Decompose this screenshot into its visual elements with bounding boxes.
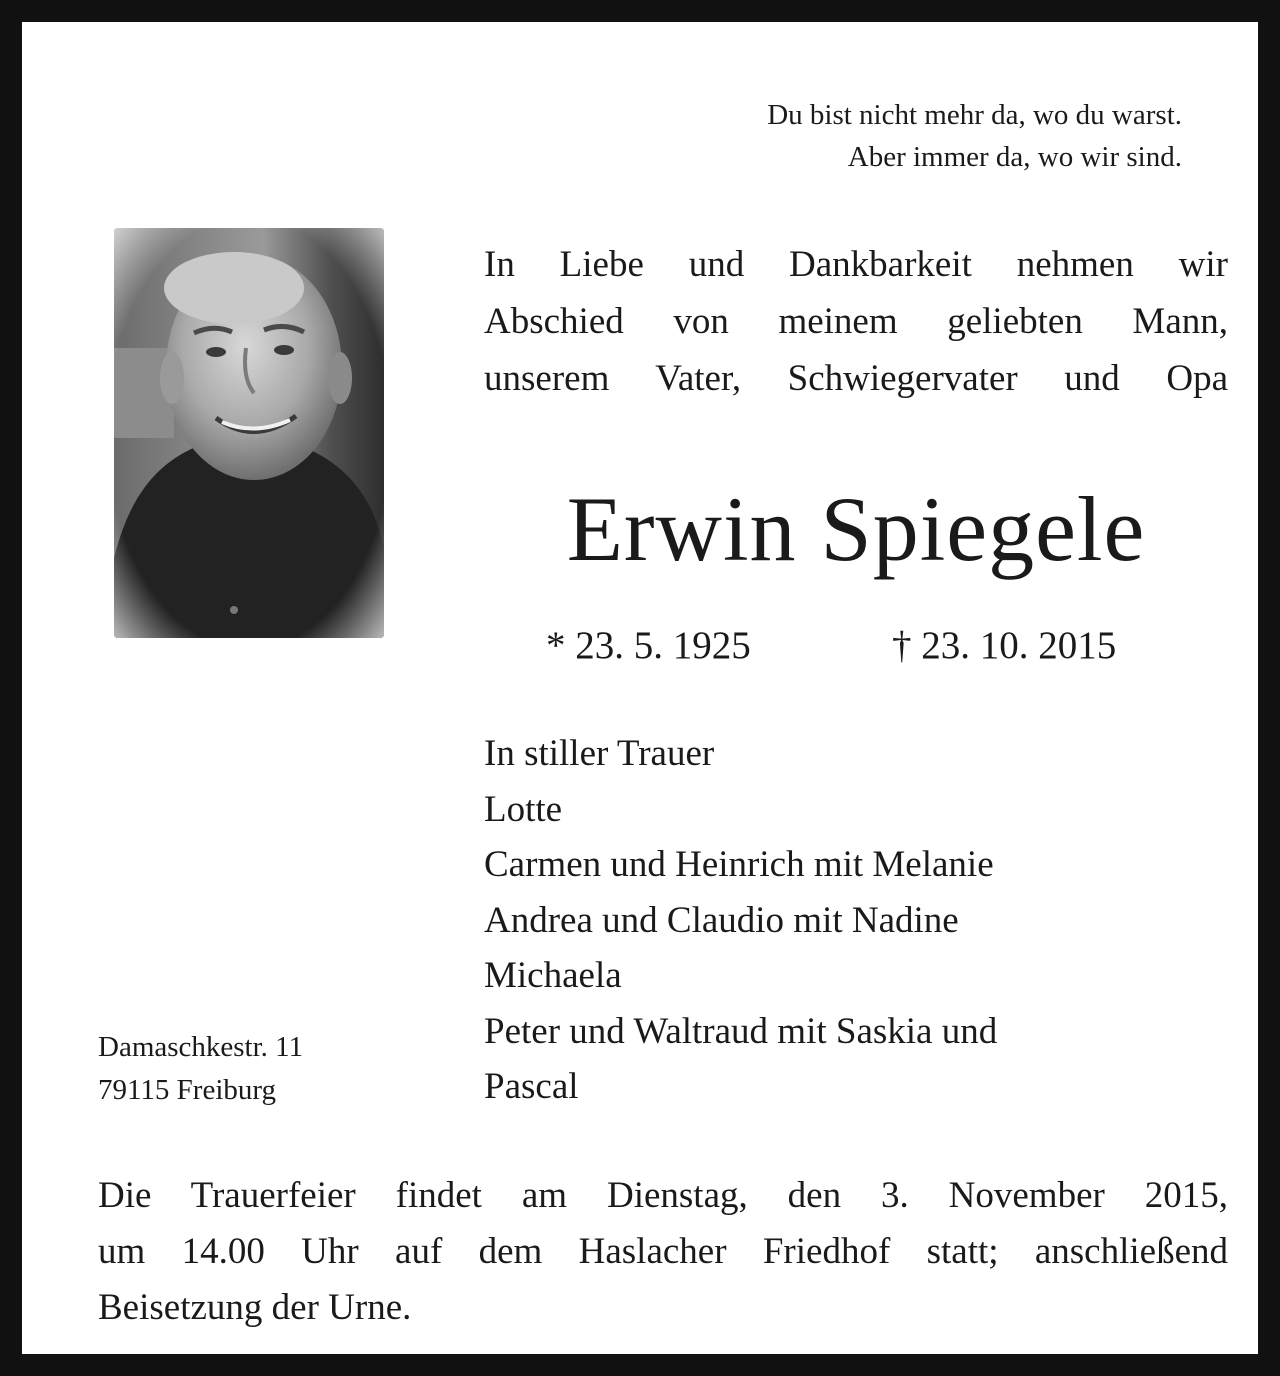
mourner-line: Pascal — [484, 1066, 579, 1107]
address-block — [98, 1026, 303, 1112]
mourner-line: Carmen und Heinrich mit Melanie — [484, 844, 994, 885]
mourners-list — [484, 726, 1228, 1115]
mourners-heading: In stiller Trauer — [484, 733, 715, 774]
mourner-line: Peter und Waltraud mit Saskia und — [484, 1010, 998, 1052]
intro-line-3: unserem Vater, Schwiegervater und Opa — [484, 358, 1228, 399]
funeral-service-info — [98, 1168, 1228, 1336]
address-street: Damaschkestr. 11 — [98, 1031, 304, 1063]
death-date: † 23. 10. 2015 — [892, 624, 1117, 667]
mourner-line: Lotte — [484, 788, 563, 830]
intro-line-2: Abschied von meinem geliebten Mann, — [484, 301, 1228, 342]
deceased-name: Erwin Spiegele — [566, 478, 1146, 580]
mourner-line: Michaela — [484, 955, 622, 996]
service-line-3: Beisetzung der Urne. — [98, 1287, 412, 1328]
address-city: 79115 Freiburg — [98, 1074, 277, 1106]
service-line-1: Die Trauerfeier findet am Dienstag, den 3. November 2015, — [98, 1175, 1228, 1216]
mourner-line: Andrea und Claudio mit Nadine — [484, 899, 959, 941]
motto-line-2: Aber immer da, wo wir sind. — [847, 141, 1182, 173]
intro-text — [484, 236, 1228, 407]
portrait-photo — [114, 228, 384, 638]
intro-line-1: In Liebe und Dankbarkeit nehmen wir — [484, 244, 1228, 285]
motto-line-1: Du bist nicht mehr da, wo du warst. — [767, 99, 1182, 131]
motto-quote — [767, 94, 1182, 178]
birth-date: * 23. 5. 1925 — [546, 624, 751, 667]
service-line-2: um 14.00 Uhr auf dem Haslacher Friedhof statt; anschließend — [98, 1231, 1228, 1272]
